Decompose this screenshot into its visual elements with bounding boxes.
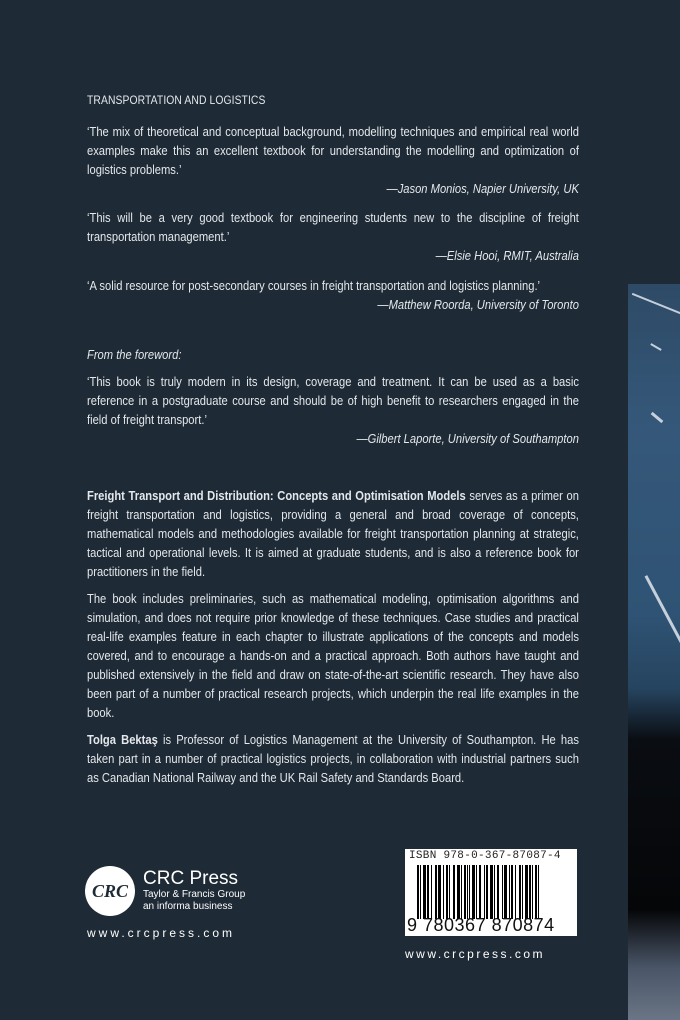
crc-logo-icon: CRC [85, 866, 135, 916]
quote-text: ‘This will be a very good textbook for engineering students new to the discipline of freight transportation management.’ [87, 210, 579, 244]
quote-attribution: —Elsie Hooi, RMIT, Australia [435, 248, 579, 263]
quote-2 [87, 208, 579, 265]
publisher-name: CRC Press [143, 868, 239, 889]
barcode-bars [417, 865, 571, 919]
description-paragraph-2: The book includes preliminaries, such as mathematical modeling, optimisation algorithms and simulation, and does not require prior knowledge of these techniques. Case studies and practical real-life examples feature in each chapter to illustrate applications of the concepts and models covered, and to encourage a hands-on and a practical approach. Both authors have taught and published extensively in the field and draw on state-of-the-art scientific research. They have also been part of a number of practical research projects, which underpin the real life examples in the book. [87, 591, 579, 720]
publisher-url[interactable]: www.crcpress.com [87, 926, 236, 940]
description-paragraph-1: Freight Transport and Distribution: Concepts and Optimisation Models serves as a primer on freight transportation and logistics, providing a general and broad coverage of concepts, mathematical models and methodologies available for freight transportation planning at strategic, tactical and operational levels. It is aimed at graduate students, and is also a reference book for practitioners in the field. [87, 488, 579, 579]
foreword [87, 345, 579, 448]
isbn-digits: 9 780367 870874 [407, 915, 555, 935]
cover-photo-highway [628, 284, 680, 1020]
book-title: Freight Transport and Distribution: Concepts and Optimisation Models [87, 488, 466, 503]
isbn-barcode [405, 849, 577, 936]
series-label: TRANSPORTATION AND LOGISTICS [87, 95, 266, 107]
quote-text: ‘A solid resource for post-secondary courses in freight transportation and logistics planning.’ [87, 278, 541, 293]
quote-3 [87, 276, 579, 314]
author-bio: Tolga Bektaş is Professor of Logistics Management at the University of Southampton. He has taken part in a number of practical logistics projects, in collaboration with industrial partners such as Canadian National Railway and the UK Rail Safety and Standards Board. [87, 732, 579, 785]
quote-text: ‘The mix of theoretical and conceptual background, modelling techniques and empirical real world examples make this an excellent textbook for understanding the modelling and optimization of logistics problems.’ [87, 124, 579, 177]
author-name: Tolga Bektaş [87, 732, 158, 747]
publisher-logo [85, 866, 245, 916]
foreword-attribution: —Gilbert Laporte, University of Southampton [356, 431, 579, 446]
quote-attribution: —Matthew Roorda, University of Toronto [377, 297, 579, 312]
isbn-label: ISBN 978-0-367-87087-4 [409, 850, 561, 862]
publisher-tagline: an informa business [143, 901, 233, 912]
book-description [87, 486, 579, 787]
publisher-group: Taylor & Francis Group [143, 889, 246, 900]
quote-1 [87, 122, 579, 198]
foreword-text: ‘This book is truly modern in its design, coverage and treatment. It can be used as a basic reference in a postgraduate course and should be of high benefit to researchers engaged in the field of freight transport.’ [87, 374, 579, 427]
barcode-url[interactable]: www.crcpress.com [405, 947, 546, 961]
foreword-intro: From the foreword: [87, 347, 182, 362]
quote-attribution: —Jason Monios, Napier University, UK [386, 181, 579, 196]
